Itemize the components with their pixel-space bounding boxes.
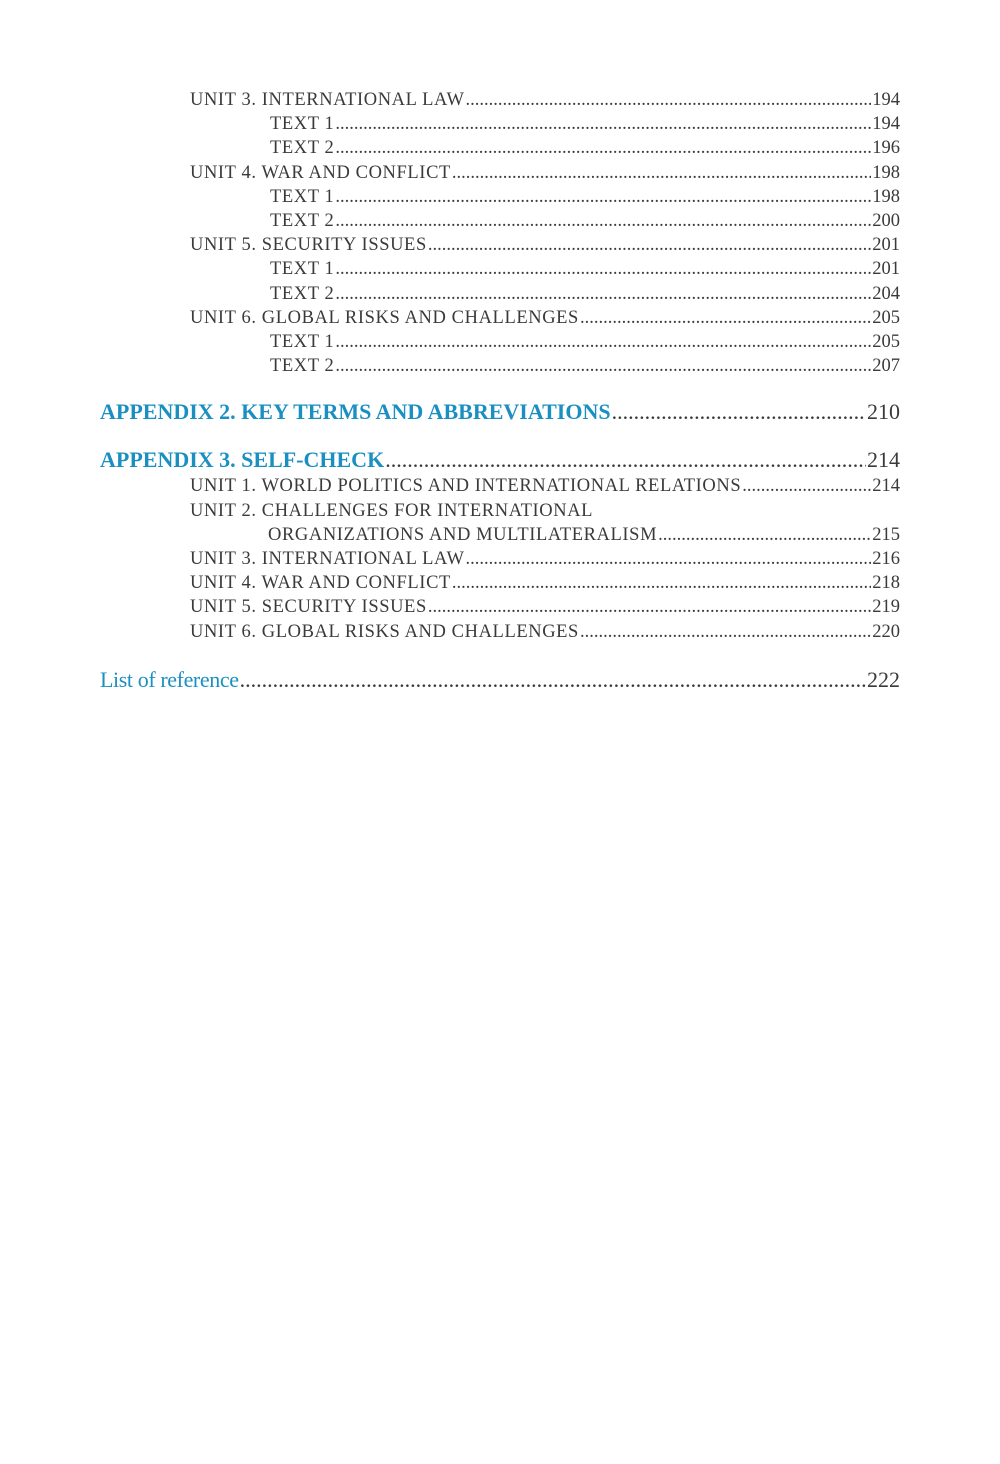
toc-entry-label: TEXT 2 <box>270 356 335 377</box>
toc-page-number: 214 <box>872 476 900 497</box>
dot-leader <box>658 523 871 547</box>
toc-selfcheck-unit-6[interactable] <box>100 620 900 644</box>
dot-leader <box>385 446 866 474</box>
toc-text-entry[interactable] <box>100 136 900 160</box>
dot-leader <box>452 161 871 185</box>
toc-page-number: 205 <box>872 332 900 353</box>
dot-leader <box>428 595 871 619</box>
dot-leader <box>580 620 871 644</box>
toc-entry-label: TEXT 2 <box>270 283 335 304</box>
toc-page-number: 220 <box>872 621 900 642</box>
toc-text-entry[interactable] <box>100 112 900 136</box>
dot-leader <box>335 136 871 160</box>
dot-leader <box>335 257 871 281</box>
toc-entry-label: UNIT 2. CHALLENGES FOR INTERNATIONAL <box>190 500 594 521</box>
toc-list-of-reference[interactable] <box>100 666 900 694</box>
toc-selfcheck-unit-1[interactable] <box>100 474 900 498</box>
toc-entry-label: UNIT 3. INTERNATIONAL LAW <box>190 549 465 570</box>
dot-leader <box>335 185 871 209</box>
toc-page-number: 201 <box>872 235 900 256</box>
toc-selfcheck-unit-2-line-1[interactable] <box>100 499 900 523</box>
toc-page-number: 216 <box>872 549 900 570</box>
toc-entry-label: TEXT 2 <box>270 138 335 159</box>
dot-leader <box>335 209 871 233</box>
dot-leader <box>335 282 871 306</box>
toc-appendix-3[interactable] <box>100 446 900 474</box>
toc-text-entry[interactable] <box>100 282 900 306</box>
toc-entry-label: TEXT 1 <box>270 259 335 280</box>
toc-unit-entry[interactable] <box>100 306 900 330</box>
toc-page-number: 194 <box>872 90 900 110</box>
dot-leader <box>335 330 871 354</box>
table-of-contents <box>100 88 900 694</box>
toc-page-number: 207 <box>872 356 900 377</box>
dot-leader <box>335 112 871 136</box>
toc-selfcheck-unit-2-line-2[interactable] <box>100 523 900 547</box>
toc-entry-label: UNIT 1. WORLD POLITICS AND INTERNATIONAL RELATIONS <box>190 476 742 497</box>
toc-page-number: 204 <box>872 283 900 304</box>
dot-leader <box>335 354 871 378</box>
toc-page-number: 196 <box>872 138 900 159</box>
toc-entry-label: UNIT 4. WAR AND CONFLICT <box>190 162 451 183</box>
dot-leader <box>742 474 871 498</box>
toc-page-number: 194 <box>872 114 900 135</box>
dot-leader <box>612 398 866 426</box>
toc-entry-label: TEXT 1 <box>270 332 335 353</box>
toc-entry-label: UNIT 5. SECURITY ISSUES <box>190 235 427 256</box>
toc-text-entry[interactable] <box>100 209 900 233</box>
toc-text-entry[interactable] <box>100 330 900 354</box>
dot-leader <box>240 666 866 694</box>
dot-leader <box>428 233 871 257</box>
toc-page-number: 198 <box>872 186 900 207</box>
toc-page-number: 215 <box>872 524 900 545</box>
toc-page-number: 201 <box>872 259 900 280</box>
toc-entry-label: ORGANIZATIONS AND MULTILATERALISM <box>268 524 658 545</box>
dot-leader <box>452 571 871 595</box>
toc-page-number: 222 <box>867 666 900 692</box>
toc-entry-label: List of reference <box>100 666 239 692</box>
toc-text-entry[interactable] <box>100 185 900 209</box>
toc-entry-label: TEXT 2 <box>270 211 335 232</box>
toc-text-entry[interactable] <box>100 257 900 281</box>
toc-selfcheck-unit-3[interactable] <box>100 547 900 571</box>
toc-entry-label: APPENDIX 2. KEY TERMS AND ABBREVIATIONS <box>100 399 611 425</box>
toc-unit-entry[interactable] <box>100 161 900 185</box>
toc-page-number: 200 <box>872 211 900 232</box>
toc-entry-label: UNIT 6. GLOBAL RISKS AND CHALLENGES <box>190 307 579 328</box>
toc-selfcheck-unit-4[interactable] <box>100 571 900 595</box>
toc-unit-entry[interactable] <box>100 233 900 257</box>
dot-leader <box>580 306 871 330</box>
toc-page-number: 214 <box>867 447 900 473</box>
toc-page-number: 210 <box>867 399 900 425</box>
toc-text-entry[interactable] <box>100 354 900 378</box>
toc-unit-entry[interactable] <box>100 88 900 112</box>
toc-entry-label: APPENDIX 3. SELF-CHECK <box>100 447 385 473</box>
dot-leader <box>466 88 872 112</box>
toc-entry-label: UNIT 4. WAR AND CONFLICT <box>190 573 451 594</box>
toc-entry-label: UNIT 6. GLOBAL RISKS AND CHALLENGES <box>190 621 579 642</box>
toc-page-number: 198 <box>872 162 900 183</box>
toc-appendix-2[interactable] <box>100 398 900 426</box>
toc-unit-list <box>100 88 900 378</box>
toc-entry-label: UNIT 3. INTERNATIONAL LAW <box>190 90 465 110</box>
toc-entry-label: UNIT 5. SECURITY ISSUES <box>190 597 427 618</box>
toc-selfcheck-unit-5[interactable] <box>100 595 900 619</box>
toc-entry-label: TEXT 1 <box>270 114 335 135</box>
dot-leader <box>466 547 872 571</box>
toc-page-number: 219 <box>872 597 900 618</box>
toc-page-number: 205 <box>872 307 900 328</box>
toc-page-number: 218 <box>872 573 900 594</box>
toc-entry-label: TEXT 1 <box>270 186 335 207</box>
